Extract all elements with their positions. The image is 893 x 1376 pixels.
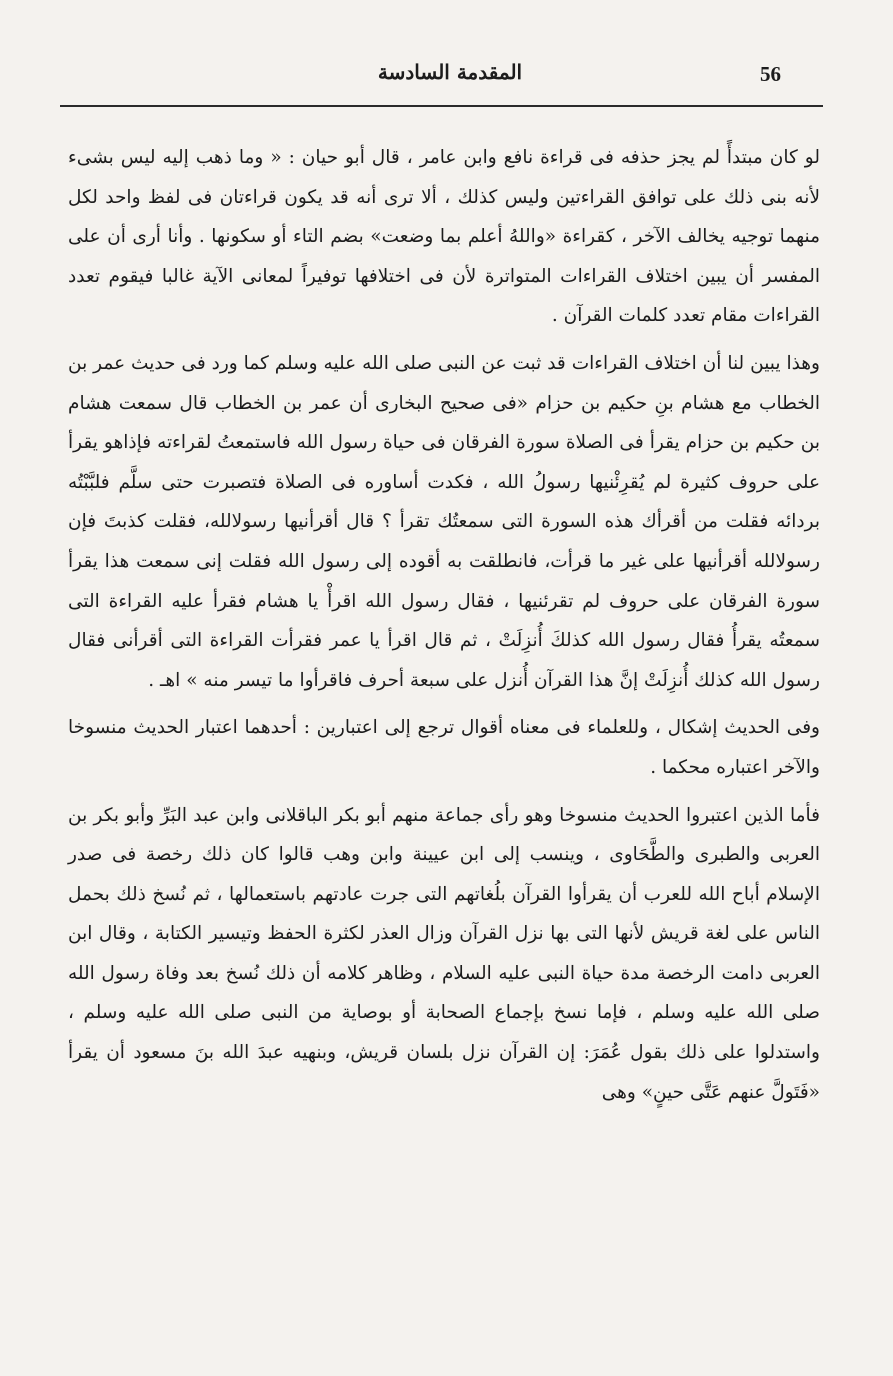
paragraph-1: لو كان مبتدأً لم يجز حذفه فى قراءة نافع وابن عامر ، قال أبو حيان : « وما ذهب إليه ليس بشىء لأنه بنى ذلك على توافق القراءتين وليس كذلك ، ألا ترى أنه قد يكون قراءتان فى لفظ واحد لكل منهما توجيه يخالف الآخر ، كقراءة «واللهُ أعلم بما وضعت» بضم التاء أو سكونها . وأنا أرى أن على المفسر أن يبين اختلاف القراءات المتواترة لأن فى اختلافها توفيراً لمعانى الآية غالبا فيقوم تعدد القراءات مقام تعدد كلمات القرآن . [68,147,820,327]
body-text [68,138,820,1112]
header-rule [60,105,823,107]
paragraph-3: وفى الحديث إشكال ، وللعلماء فى معناه أقوال ترجع إلى اعتبارين : أحدهما اعتبار الحديث منسوخا والآخر اعتباره محكما . [68,717,820,778]
page-number: 56 [760,62,781,86]
running-title: المقدمة السادسة [377,60,523,84]
paragraph-4: فأما الذين اعتبروا الحديث منسوخا وهو رأى جماعة منهم أبو بكر الباقلانى وابن عبد البَرِّ وأبو بكر بن العربى والطبرى والطَّحَاوى ، وينسب إلى ابن عيينة وابن وهب قالوا كان ذلك رخصة فى صدر الإسلام أباح الله للعرب أن يقرأوا القرآن بلُغاتهم التى جرت عادتهم باستعمالها ، ثم نُسخ ذلك بحمل الناس على لغة قريش لأنها التى بها نزل القرآن وزال العذر لكثرة الحفظ وتيسير الكتابة ، وقال ابن العربى دامت الرخصة مدة حياة النبى عليه السلام ، وظاهر كلامه أن ذلك نُسخ بعد وفاة رسول الله صلى الله عليه وسلم ، فإما نسخ بإجماع الصحابة أو بوصاية من النبى صلى الله عليه وسلم ، واستدلوا على ذلك بقول عُمَرَ: إن القرآن نزل بلسان قريش، وبنهيه عبدَ الله بنَ مسعود أن يقرأ «فَتَولَّ عنهم عَتَّى حينٍ» وهى [68,804,820,1103]
paragraph-2: وهذا يبين لنا أن اختلاف القراءات قد ثبت عن النبى صلى الله عليه وسلم كما ورد فى حديث عمر بن الخطاب مع هشام بنِ حكيم بن حزام «فى صحيح البخارى أن عمر بن الخطاب قال سمعت هشام بن حكيم بن حزام يقرأ فى الصلاة سورة الفرقان فى حياة رسول الله فاستمعتُ لقراءته فإذاهو يقرأ على حروف كثيرة لم يُقرِئْنيها رسولُ الله ، فكدت أساوره فى الصلاة فتصبرت حتى سلَّم فلبَّبْتُه بردائه فقلت من أقرأك هذه السورة التى سمعتُك تقرأ ؟ قال أقرأنيها رسولالله، فقلت كذبتَ فإن رسولالله أقرأنيها على غير ما قرأت، فانطلقت به أقوده إلى رسول الله فقلت إنى سمعت هذا يقرأ سورة الفرقان على حروف لم تقرئنيها ، فقال رسول الله اقرأْ يا هشام فقرأ عليه القراءة التى سمعتُه يقرأُ فقال رسول الله كذلكَ أُنزِلَتْ ، ثم قال اقرأ يا عمر فقرأت القراءة التى أقرأنى فقال رسول الله كذلك أُنزِلَتْ إنَّ هذا القرآن أُنزل على سبعة أحرف فاقرأوا ما تيسر منه » اهـ . [68,352,820,691]
